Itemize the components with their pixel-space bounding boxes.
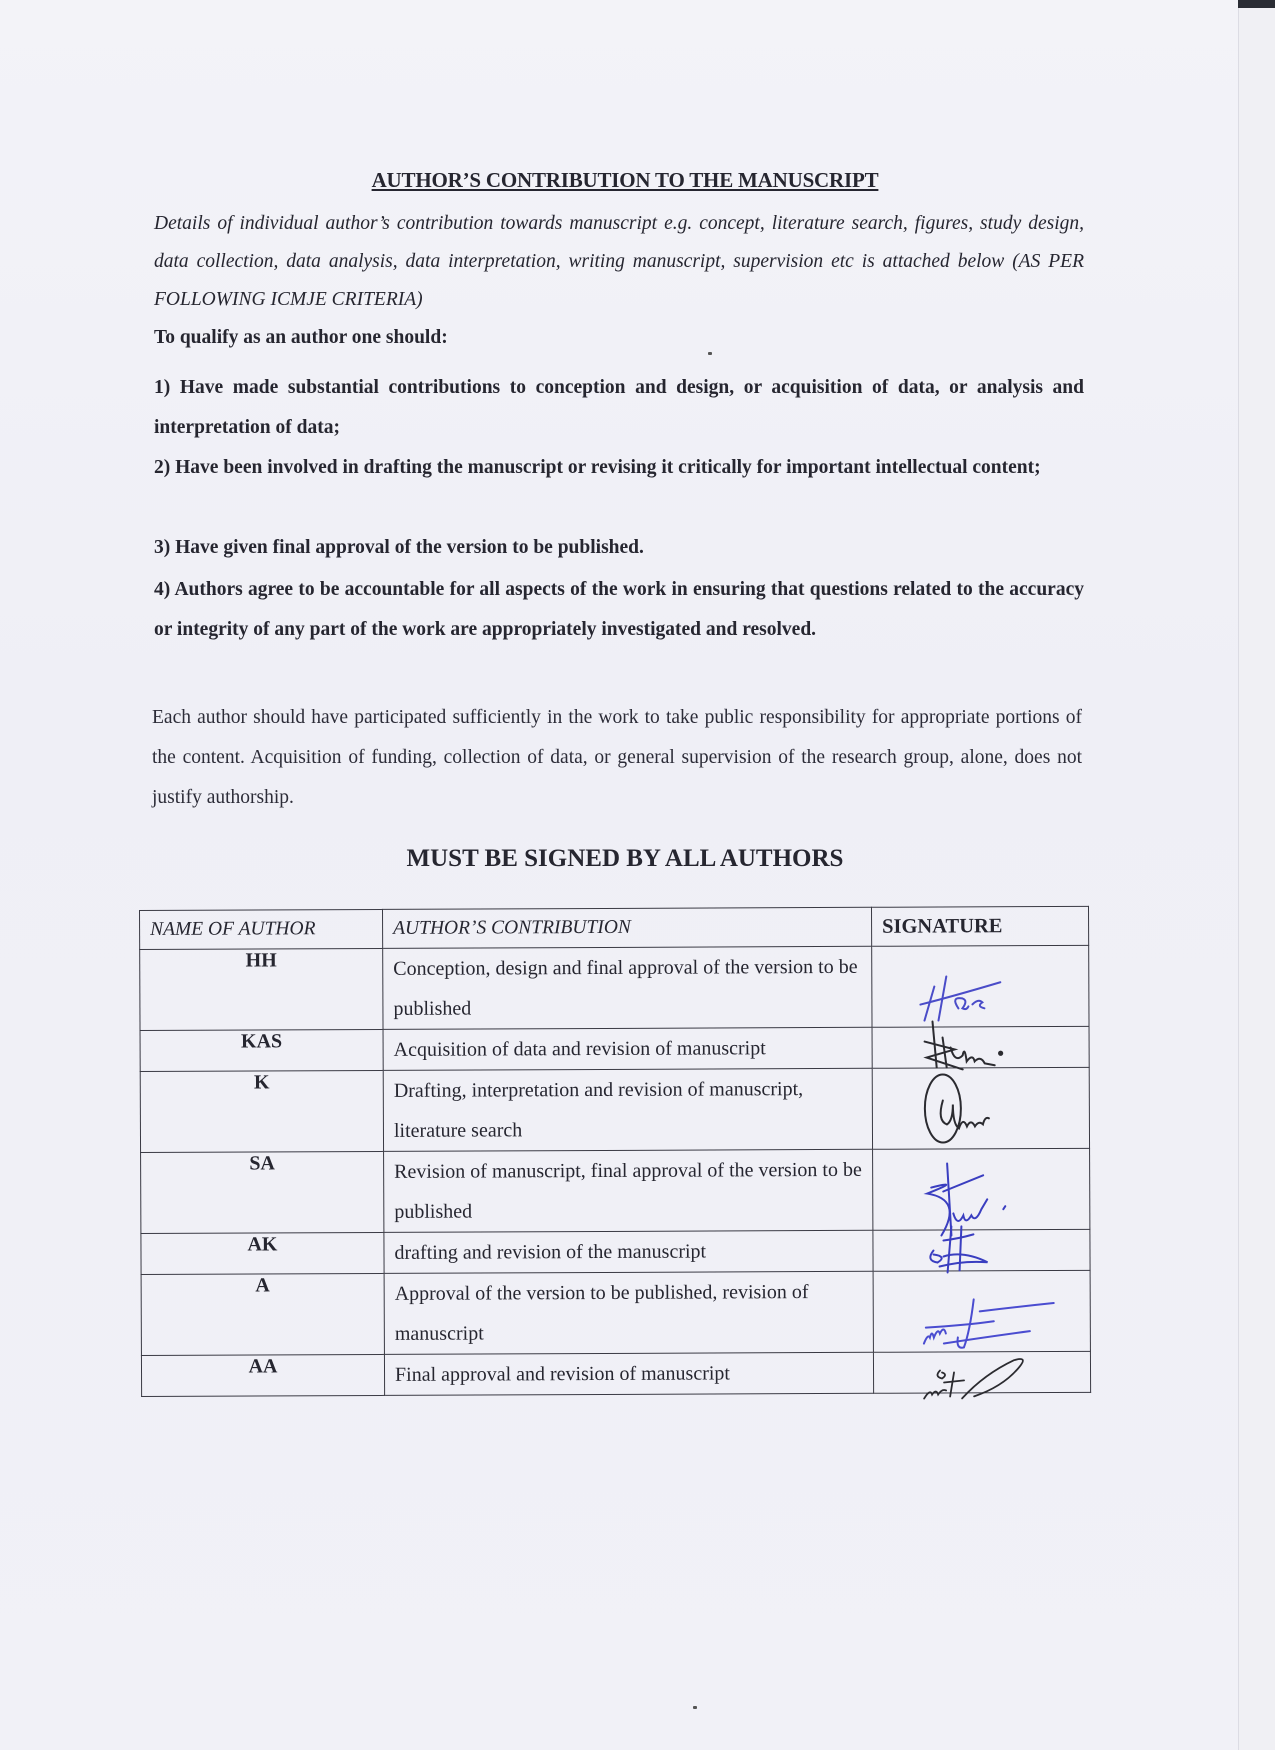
scan-speck xyxy=(693,1706,697,1709)
header-name-of-author: NAME OF AUTHOR xyxy=(140,909,383,949)
author-name: A xyxy=(141,1273,384,1355)
header-signature: SIGNATURE xyxy=(871,906,1088,946)
table-row xyxy=(141,1148,1090,1233)
signature-cell xyxy=(872,945,1089,1027)
signature-cell xyxy=(873,1229,1090,1271)
intro-paragraph: Details of individual author’s contribution towards manuscript e.g. concept, literature search, figures, study design, data collection, data analysis, data interpretation, writing manuscript, supervision etc is attached below (AS PER FOLLOWING ICMJE CRITERIA) xyxy=(154,213,1084,310)
author-contribution: Acquisition of data and revision of manuscript xyxy=(383,1027,872,1070)
signature-a xyxy=(904,1271,1064,1352)
signature-k xyxy=(903,1068,1023,1149)
author-contribution: Conception, design and final approval of the version to be published xyxy=(383,946,872,1029)
page-edge xyxy=(1238,0,1275,1750)
table-header-row xyxy=(140,906,1089,949)
author-contribution: Approval of the version to be published, revision of manuscript xyxy=(384,1271,873,1354)
qualify-heading: To qualify as an author one should: xyxy=(154,327,448,348)
criterion-2: 2) Have been involved in drafting the manuscript or revising it critically for important intellectual content; xyxy=(154,457,1041,478)
table-row xyxy=(140,945,1089,1030)
table-row xyxy=(140,1026,1089,1071)
table-row xyxy=(141,1270,1090,1355)
document-title: AUTHOR’S CONTRIBUTION TO THE MANUSCRIPT xyxy=(371,168,879,192)
author-name: KAS xyxy=(140,1029,383,1071)
criterion-3: 3) Have given final approval of the version to be published. xyxy=(154,537,644,558)
criterion-4: 4) Authors agree to be accountable for all aspects of the work in ensuring that questions related to the accuracy or integrity of any part of the work are appropriately investigated and resolved. xyxy=(154,579,1084,640)
signature-cell xyxy=(873,1351,1090,1393)
signature-cell xyxy=(873,1270,1090,1352)
signature-cell xyxy=(872,1067,1089,1149)
sign-heading: MUST BE SIGNED BY ALL AUTHORS xyxy=(406,845,844,872)
table-row xyxy=(141,1229,1090,1274)
signature-aa xyxy=(904,1352,1044,1403)
scan-speck xyxy=(708,352,712,355)
author-contribution-table xyxy=(139,906,1091,1397)
author-name: SA xyxy=(141,1151,384,1233)
author-name: AK xyxy=(141,1232,384,1274)
header-authors-contribution: AUTHOR’S CONTRIBUTION xyxy=(382,907,871,948)
closing-paragraph: Each author should have participated sufficiently in the work to take public responsibility for appropriate portions of the content. Acquisition of funding, collection of data, or general supervision of the research group, alone, does not justify authorship. xyxy=(152,707,1082,808)
author-contribution: Revision of manuscript, final approval of the version to be published xyxy=(384,1149,873,1232)
author-name: K xyxy=(140,1070,383,1152)
author-name: AA xyxy=(141,1354,384,1396)
author-contribution: Drafting, interpretation and revision of manuscript, literature search xyxy=(383,1068,872,1151)
signature-sa xyxy=(903,1149,1023,1240)
author-contribution: drafting and revision of the manuscript xyxy=(384,1230,873,1273)
signature-cell xyxy=(872,1026,1089,1068)
table-row xyxy=(140,1067,1089,1152)
scan-corner xyxy=(1238,0,1275,8)
signature-hh xyxy=(902,946,1022,1027)
table-row xyxy=(141,1351,1090,1396)
author-contribution: Final approval and revision of manuscript xyxy=(384,1352,873,1395)
criterion-1: 1) Have made substantial contributions to conception and design, or acquisition of data, or analysis and interpretation of data; xyxy=(154,377,1084,438)
author-name: HH xyxy=(140,948,383,1030)
signature-cell xyxy=(873,1148,1090,1230)
